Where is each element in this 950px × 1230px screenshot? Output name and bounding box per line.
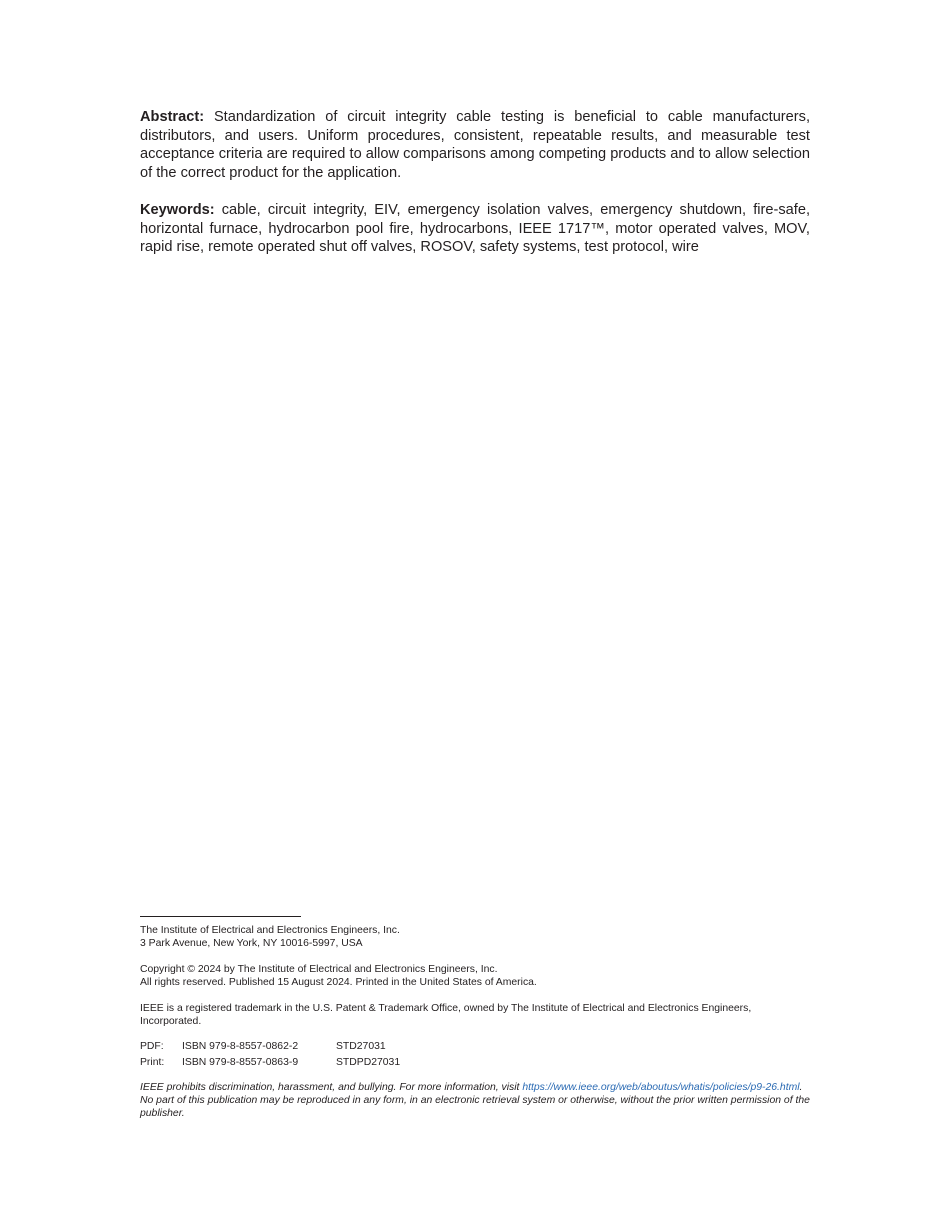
- rights-line: All rights reserved. Published 15 August 2024. Printed in the United States of America.: [140, 977, 537, 988]
- isbn-stock-code: STD27031: [336, 1041, 386, 1052]
- copyright-notice: [140, 963, 810, 989]
- copyright-line: Copyright © 2024 by The Institute of Electrical and Electronics Engineers, Inc.: [140, 964, 498, 975]
- footnote-divider: [140, 916, 301, 917]
- publisher-name: The Institute of Electrical and Electronics Engineers, Inc.: [140, 925, 400, 936]
- abstract-paragraph: [140, 108, 810, 182]
- keywords-label: Keywords:: [140, 202, 215, 218]
- keywords-paragraph: [140, 201, 810, 257]
- publisher-street: 3 Park Avenue, New York, NY 10016-5997, USA: [140, 938, 363, 949]
- isbn-format-label: Print:: [140, 1057, 165, 1068]
- keywords-text: cable, circuit integrity, EIV, emergency isolation valves, emergency shutdown, fire-safe, horizontal furnace, hydrocarbon pool fire, hydrocarbons, IEEE 1717™, motor operated valves, MOV, rapid rise, remote operated shut off valves, ROSOV, safety systems, test protocol, wire: [140, 202, 810, 255]
- isbn-format-label: PDF:: [140, 1041, 164, 1052]
- abstract-label: Abstract:: [140, 109, 205, 125]
- policy-text-before: IEEE prohibits discrimination, harassment, and bullying. For more information, visit: [140, 1082, 523, 1093]
- publisher-address: [140, 924, 810, 950]
- isbn-number: ISBN 979-8-8557-0862-2: [182, 1041, 299, 1052]
- isbn-stock-code: STDPD27031: [336, 1057, 401, 1068]
- policy-notice: [140, 1081, 810, 1120]
- isbn-number: ISBN 979-8-8557-0863-9: [182, 1057, 299, 1068]
- policy-text-after: . No part of this publication may be reproduced in any form, in an electronic retrieval system or otherwise, without the prior written permission of the publisher.: [140, 1082, 810, 1119]
- policy-link[interactable]: https://www.ieee.org/web/aboutus/whatis/policies/p9-26.html: [522, 1082, 800, 1093]
- abstract-text: Standardization of circuit integrity cable testing is beneficial to cable manufacturers, distributors, and users. Uniform procedures, consistent, repeatable results, and measurable test acceptance criteria are required to allow comparisons among competing products and to allow selection of the correct product for the application.: [140, 109, 810, 181]
- trademark-notice: IEEE is a registered trademark in the U.S. Patent & Trademark Office, owned by The Institute of Electrical and Electronics Engineers, Incorporated.: [140, 1003, 752, 1027]
